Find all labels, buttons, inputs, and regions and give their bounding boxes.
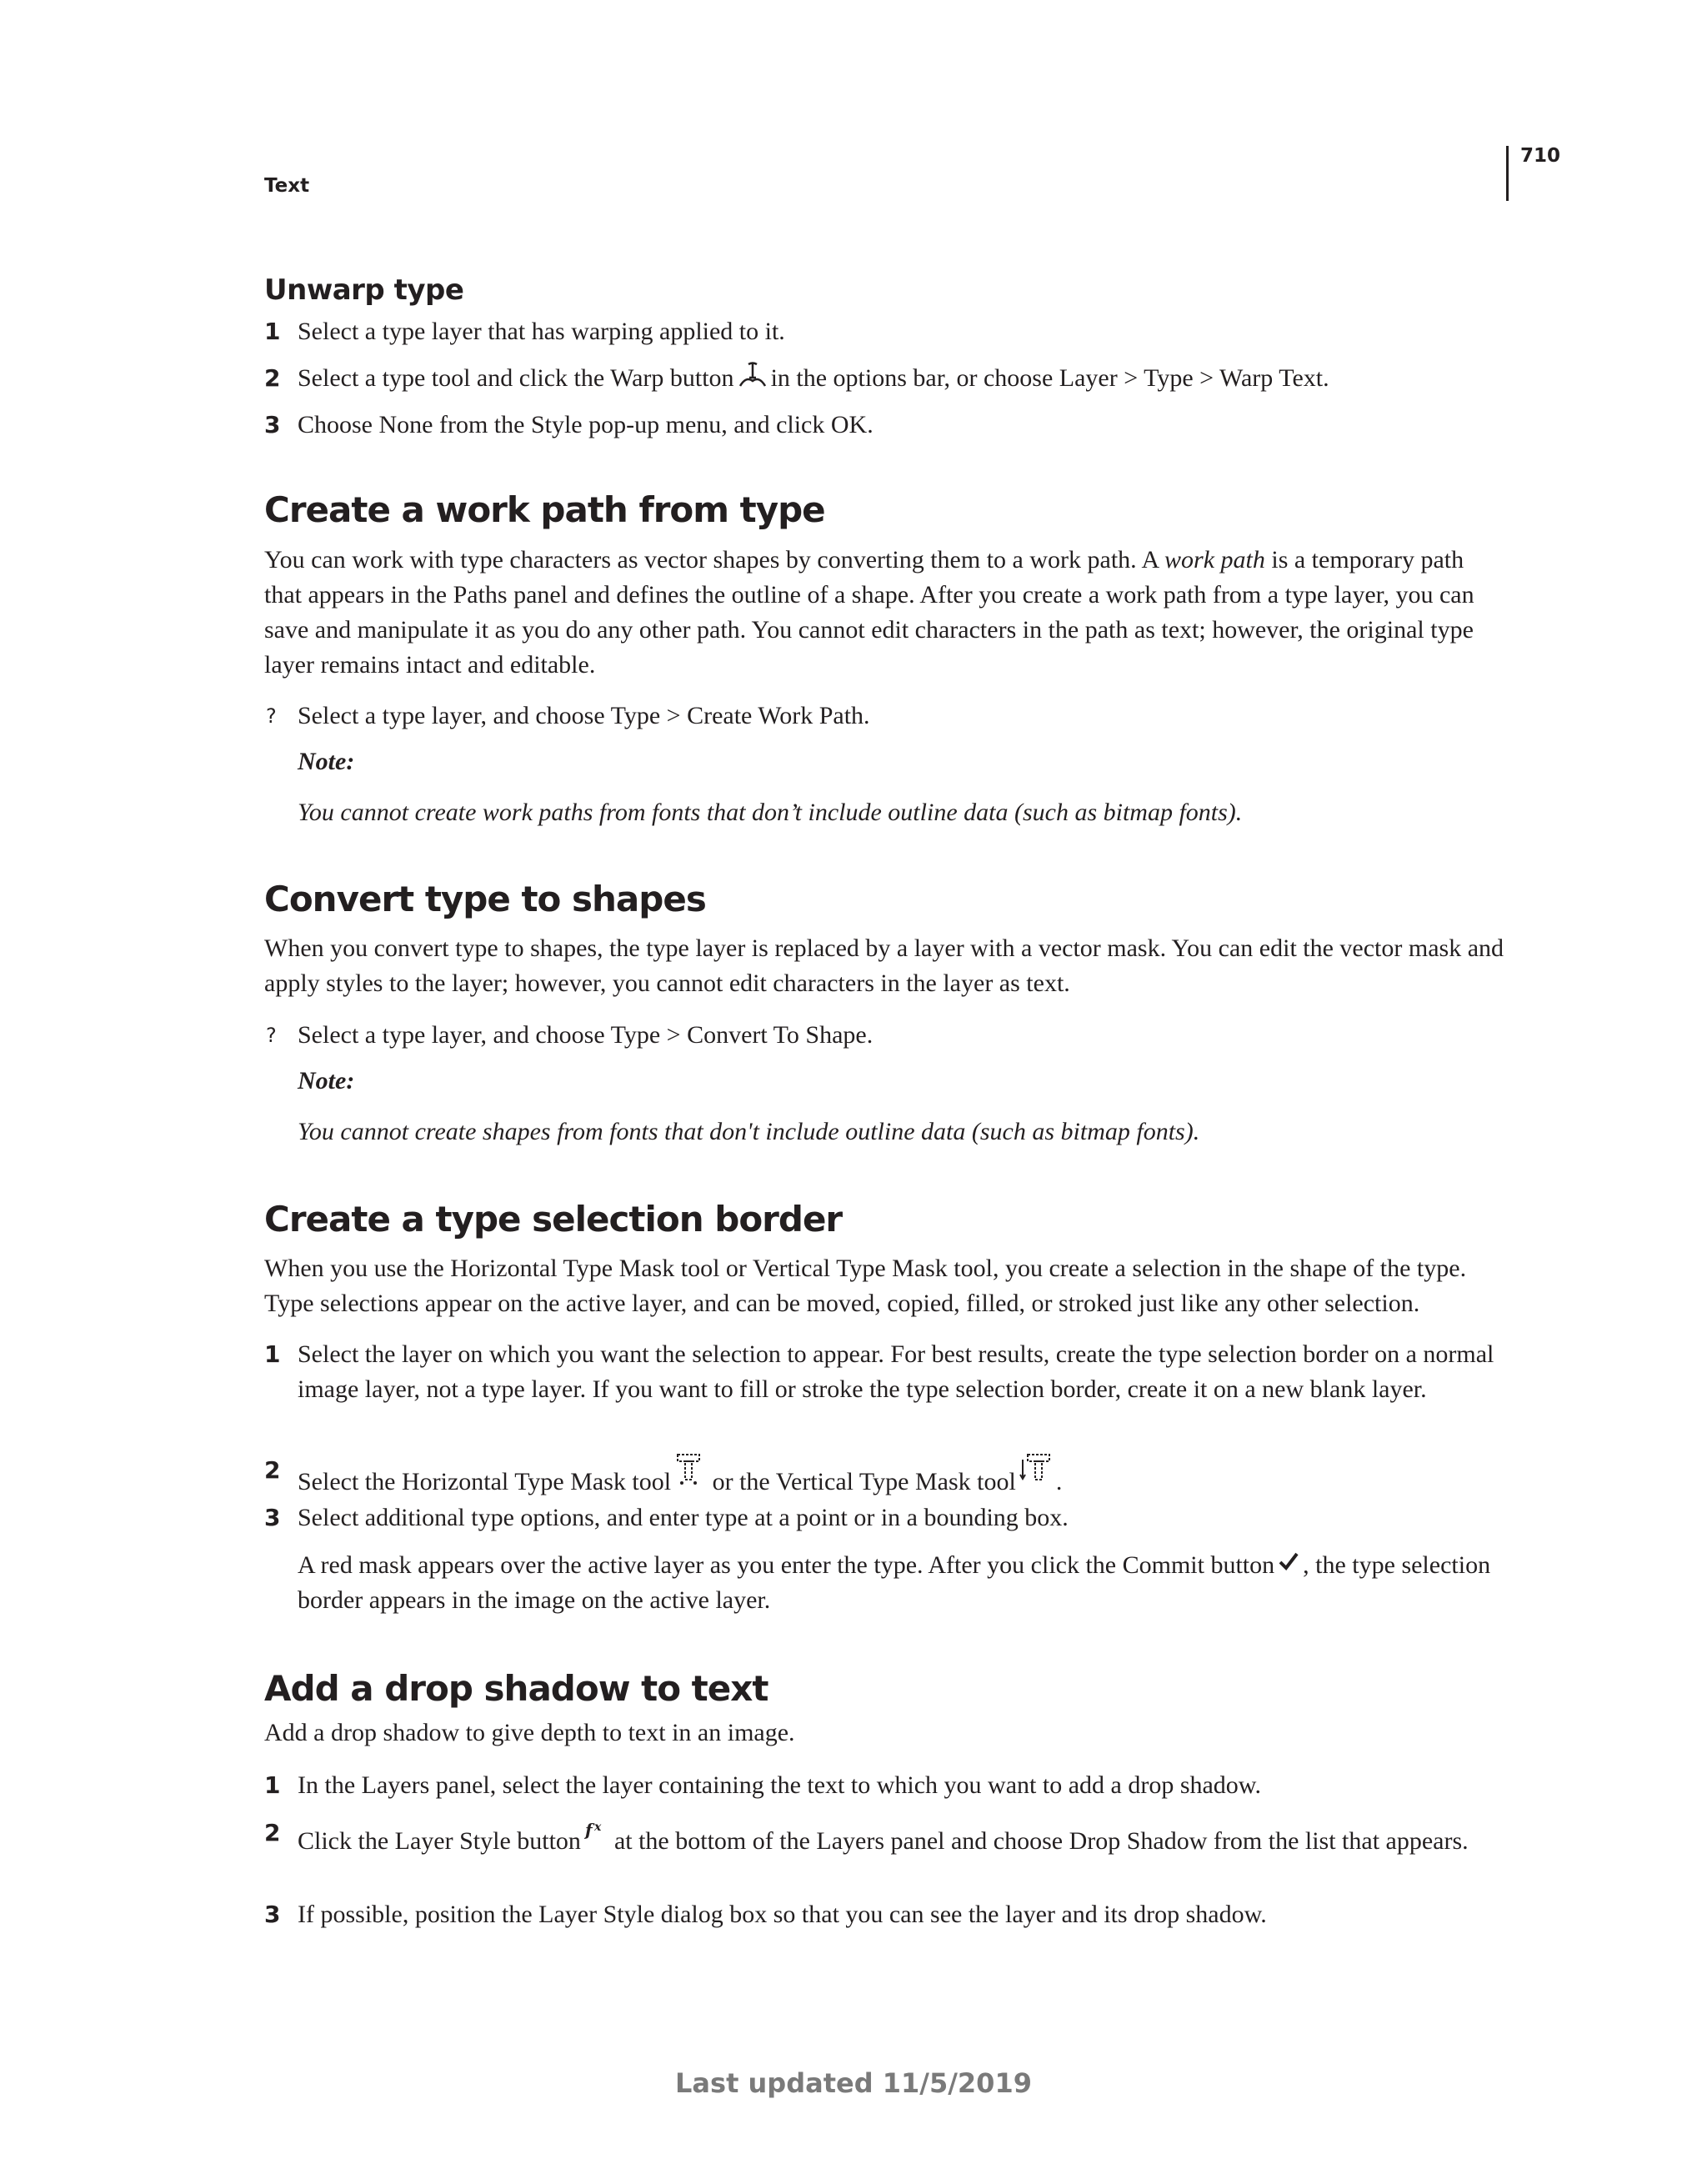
note-label: Note:	[298, 1067, 355, 1095]
dropshadow-step-3: If possible, position the Layer Style dialog box so that you can see the layer and its drop shadow.	[298, 1901, 1267, 1928]
unwarp-step-1: Select a type layer that has warping applied to it.	[298, 318, 785, 345]
step-number: 2	[264, 1456, 281, 1484]
unwarp-step-3: Choose None from the Style pop-up menu, and click OK.	[298, 411, 874, 438]
svg-text:x: x	[593, 1821, 602, 1834]
running-head: Text	[264, 175, 310, 197]
dropshadow-step-1: In the Layers panel, select the layer containing the text to which you want to add a drop shadow.	[298, 1771, 1262, 1799]
heading-drop-shadow: Add a drop shadow to text	[264, 1668, 768, 1709]
layer-style-fx-icon	[584, 1816, 611, 1851]
step-number: 1	[264, 318, 281, 345]
step-number: 3	[264, 411, 281, 438]
workpath-intro	[264, 543, 1506, 683]
selection-step-2-text-c: .	[1055, 1468, 1063, 1495]
step-number: 1	[264, 1340, 281, 1368]
dropshadow-step-2	[298, 1816, 1506, 1859]
heading-create-work-path: Create a work path from type	[264, 489, 825, 530]
commit-check-icon	[1278, 1546, 1299, 1581]
dropshadow-step-2-text-b: at the bottom of the Layers panel and choose Drop Shadow from the list that appears.	[613, 1827, 1469, 1855]
vertical-type-mask-icon	[1019, 1453, 1053, 1496]
selection-step-3-detail	[298, 1546, 1506, 1618]
selection-intro: When you use the Horizontal Type Mask tool or Vertical Type Mask tool, you create a selection in the shape of the type. Type selections appear on the active layer, and can be moved, copied, filled, or stroked just like any other selection.	[264, 1255, 1467, 1317]
page-number-rule	[1506, 146, 1509, 201]
selection-step-2-text-a: Select the Horizontal Type Mask tool	[298, 1468, 672, 1495]
step-number: 3	[264, 1901, 281, 1928]
shapes-step: Select a type layer, and choose Type > Convert To Shape.	[298, 1021, 874, 1049]
step-number: 2	[264, 1819, 281, 1846]
workpath-note: You cannot create work paths from fonts that don’t include outline data (such as bitmap fonts).	[298, 799, 1243, 826]
bullet-marker: ?	[266, 704, 277, 728]
heading-unwarp-type: Unwarp type	[264, 273, 464, 307]
step-number: 3	[264, 1504, 281, 1531]
selection-step-2-text-b: or the Vertical Type Mask tool	[712, 1468, 1016, 1495]
selection-detail-text-b: , the type selection border appears in the image on the active layer.	[298, 1551, 1491, 1614]
unwarp-step-2	[298, 361, 1506, 399]
note-label: Note:	[298, 748, 355, 775]
selection-step-3: Select additional type options, and enter type at a point or in a bounding box.	[298, 1504, 1069, 1531]
workpath-intro-text-a: You can work with type characters as vector shapes by converting them to a work path. A	[264, 546, 1159, 574]
selection-detail-text-a: A red mask appears over the active layer as you enter the type. After you click the Commit button	[298, 1551, 1275, 1579]
workpath-step: Select a type layer, and choose Type > Create Work Path.	[298, 702, 870, 729]
page-number: 710	[1520, 145, 1561, 167]
selection-step-1: Select the layer on which you want the selection to appear. For best results, create the type selection border on a normal image layer, not a type layer. If you want to fill or stroke the type selection border, create it on a new blank layer.	[298, 1340, 1494, 1403]
svg-text:f: f	[584, 1820, 593, 1840]
selection-step-2	[298, 1453, 1506, 1500]
footer-last-updated: Last updated 11/5/2019	[675, 2067, 1032, 2099]
dropshadow-intro: Add a drop shadow to give depth to text in an image.	[264, 1719, 795, 1746]
step-number: 1	[264, 1771, 281, 1799]
step-number: 2	[264, 364, 281, 392]
warp-text-icon	[738, 361, 768, 399]
heading-type-selection-border: Create a type selection border	[264, 1199, 843, 1240]
shapes-intro: When you convert type to shapes, the type layer is replaced by a layer with a vector mask. You can edit the vector mask and apply styles to the layer; however, you cannot edit characters in the layer as text.	[264, 934, 1504, 997]
workpath-intro-text-b: is a temporary path that appears in the Paths panel and defines the outline of a shape. After you create a work path from a type layer, you can save and manipulate it as you do any other path. You cannot edit characters in the path as text; however, the original type layer remains intact and editable.	[264, 546, 1474, 679]
bullet-marker: ?	[266, 1024, 277, 1047]
unwarp-step-2-text-b: in the options bar, or choose Layer > Type > Warp Text.	[770, 364, 1329, 392]
horizontal-type-mask-icon	[674, 1453, 703, 1496]
shapes-note: You cannot create shapes from fonts that don't include outline data (such as bitmap fonts).	[298, 1118, 1200, 1145]
heading-convert-to-shapes: Convert type to shapes	[264, 879, 706, 919]
dropshadow-step-2-text-a: Click the Layer Style button	[298, 1827, 581, 1855]
workpath-term: work path	[1164, 546, 1265, 574]
unwarp-step-2-text-a: Select a type tool and click the Warp button	[298, 364, 734, 392]
